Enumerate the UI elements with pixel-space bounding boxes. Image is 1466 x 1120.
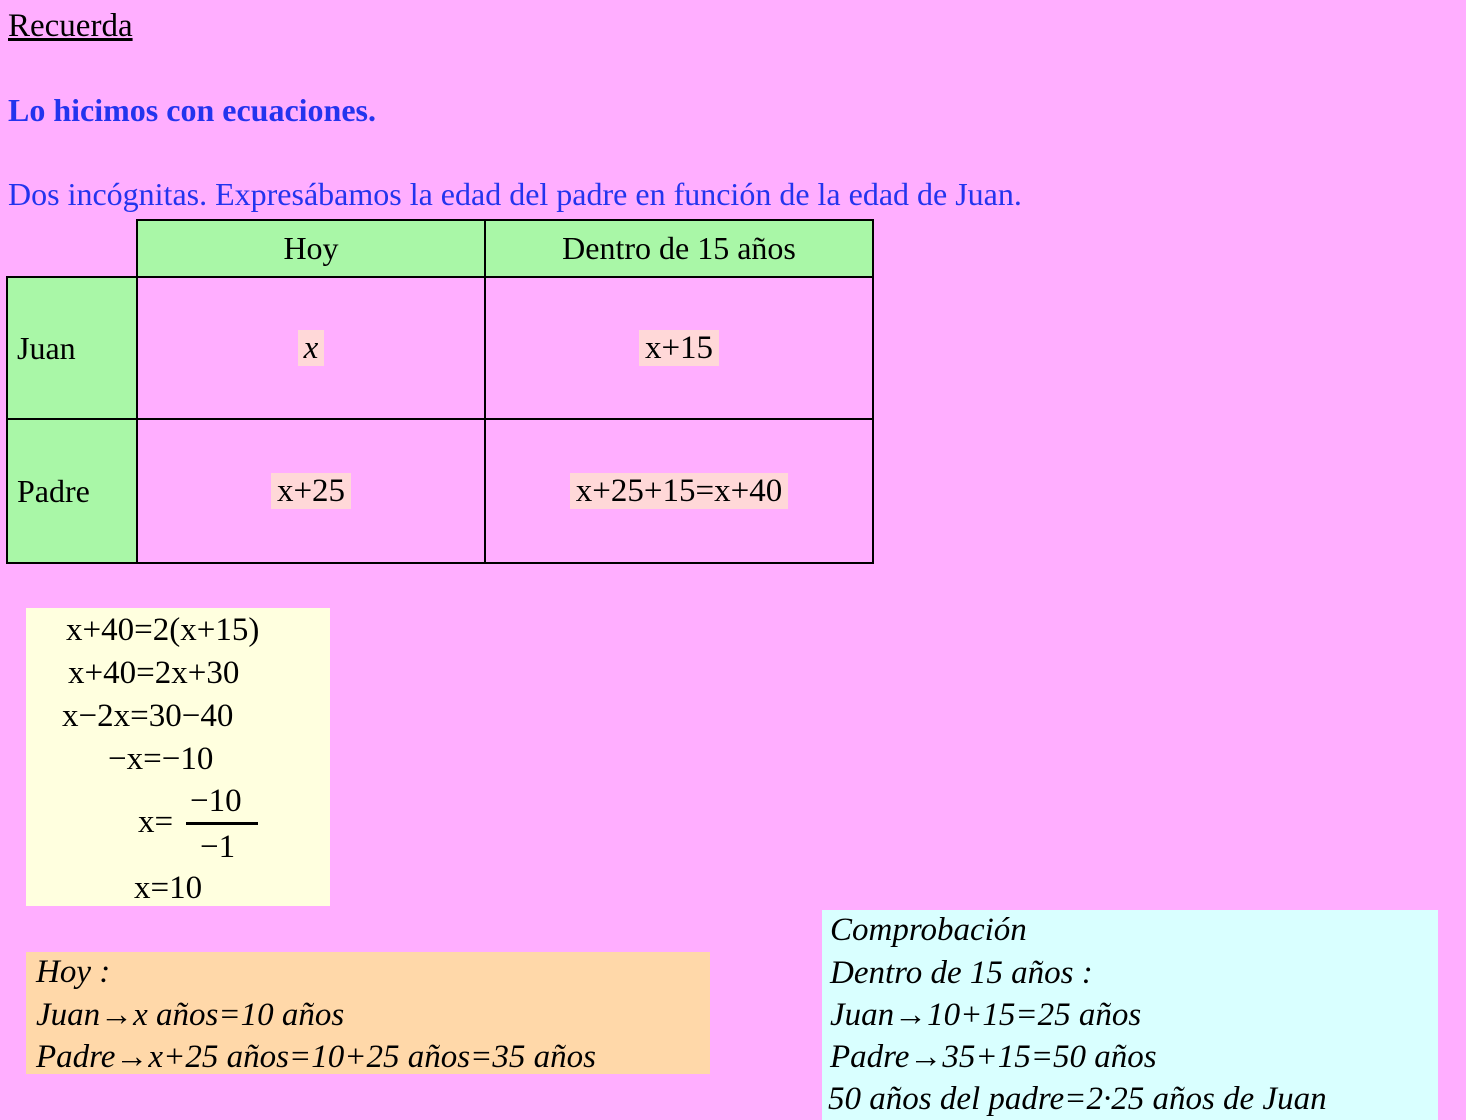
equation-4: −x=−10 (108, 741, 214, 777)
hoy-title: Hoy : (36, 954, 111, 990)
equation-2: x+40=2x+30 (68, 655, 240, 691)
header-dentro-label: Dentro de 15 años (562, 230, 796, 266)
fraction-bar (186, 822, 258, 825)
equation-3: x−2x=30−40 (62, 698, 234, 734)
expr-padre-dentro: x+25+15=x+40 (570, 473, 788, 509)
expr-padre-hoy: x+25 (271, 473, 351, 509)
equation-5-denominator: −1 (200, 829, 236, 865)
expr-juan-hoy: x (298, 330, 325, 366)
header-hoy-label: Hoy (283, 230, 339, 266)
row-juan-text: Juan (17, 329, 76, 366)
comprobacion-final: 50 años del padre=2·25 años de Juan (828, 1081, 1327, 1117)
row-label-padre (6, 418, 138, 564)
comprobacion-box (822, 910, 1438, 1120)
hoy-summary-box (26, 952, 710, 1074)
cell-juan-dentro (484, 276, 874, 420)
hoy-juan: Juan→x años=10 años (36, 997, 345, 1033)
section-heading: Lo hicimos con ecuaciones. (8, 92, 376, 128)
comprobacion-padre: Padre→35+15=50 años (830, 1039, 1157, 1075)
recuerda-title: Recuerda (8, 8, 133, 44)
cell-juan-hoy (136, 276, 486, 420)
intro-text: Dos incógnitas. Expresábamos la edad del padre en función de la edad de Juan. (8, 176, 1022, 212)
hoy-padre: Padre→x+25 años=10+25 años=35 años (36, 1039, 596, 1075)
equation-box (26, 608, 330, 906)
comprobacion-juan: Juan→10+15=25 años (830, 997, 1142, 1033)
header-dentro (484, 219, 874, 278)
equation-1: x+40=2(x+15) (66, 612, 260, 648)
comprobacion-dentro: Dentro de 15 años : (830, 955, 1093, 991)
cell-padre-dentro (484, 418, 874, 564)
comprobacion-title: Comprobación (830, 912, 1027, 948)
equation-6: x=10 (134, 870, 203, 906)
row-padre-text: Padre (17, 472, 90, 509)
cell-padre-hoy (136, 418, 486, 564)
header-hoy (136, 219, 486, 278)
equation-5-lhs: x= (138, 804, 174, 840)
expr-juan-dentro: x+15 (639, 330, 719, 366)
equation-5-numerator: −10 (190, 783, 242, 819)
row-label-juan (6, 276, 138, 420)
